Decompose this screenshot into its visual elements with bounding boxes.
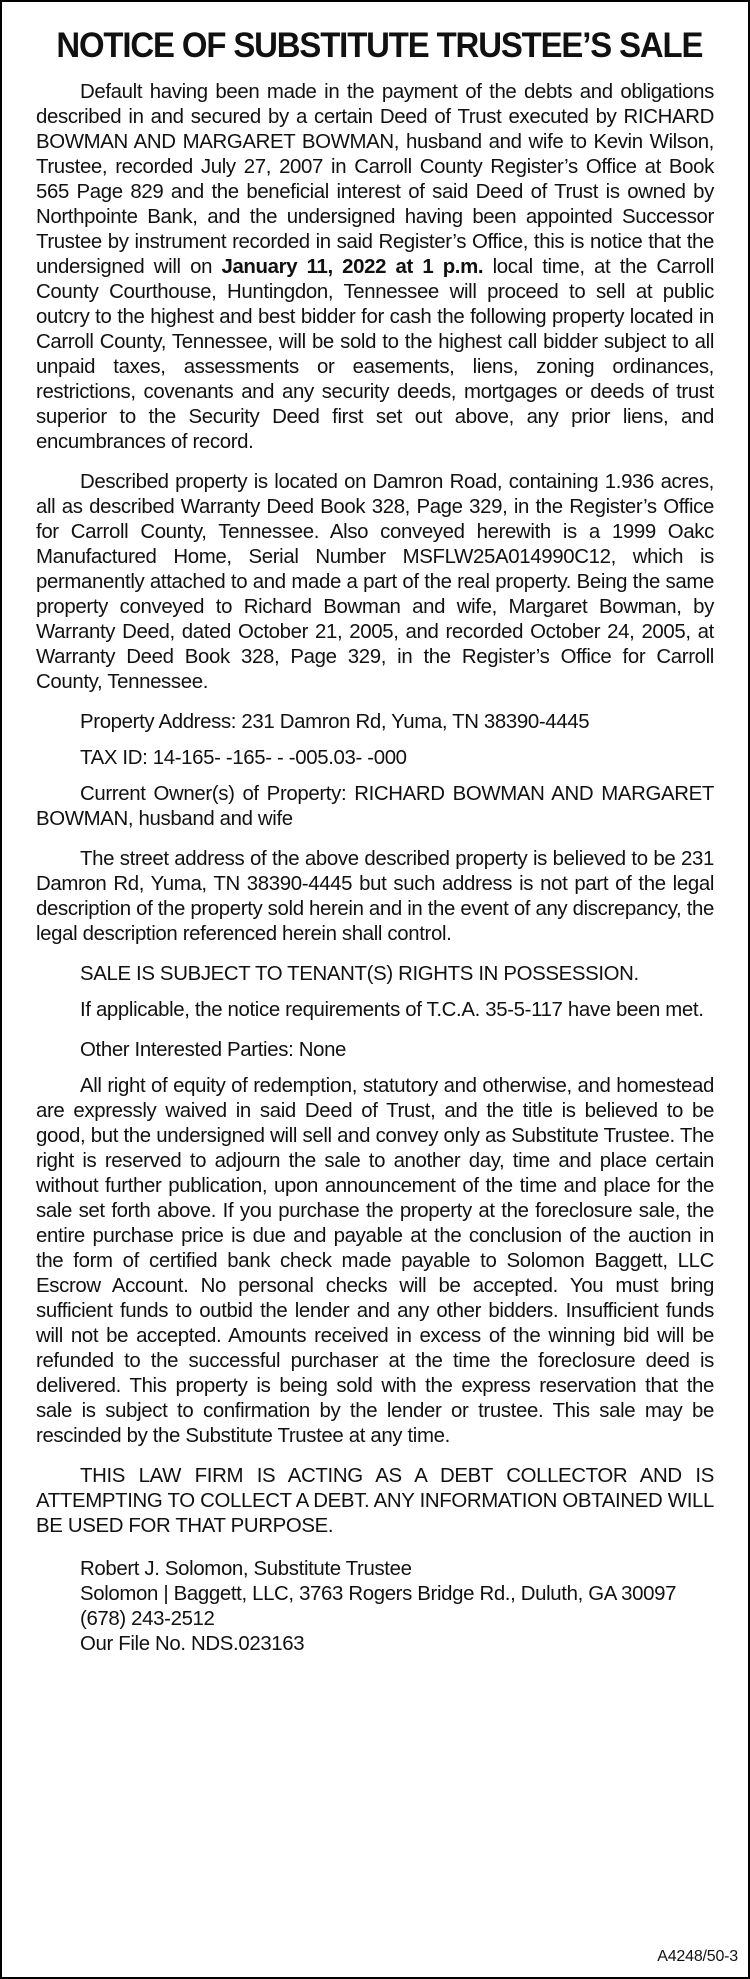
trustee-name: Robert J. Solomon, Substitute Trustee <box>80 1558 412 1580</box>
debt-collector-statement: THIS LAW FIRM IS ACTING AS A DEBT COLLECTOR AND IS ATTEMPTING TO COLLECT A DEBT. ANY INFORMATION OBTAINED WILL BE USED FOR THAT PURPOSE. <box>36 1465 714 1537</box>
current-owner: Current Owner(s) of Property: RICHARD BOWMAN AND MARGARET BOWMAN, husband and wife <box>36 783 714 830</box>
tenant-rights: SALE IS SUBJECT TO TENANT(S) RIGHTS IN POSSESSION. <box>80 963 639 985</box>
default-paragraph-text-cont: local time, at the Carroll County Courthouse, Huntingdon, Tennessee will proceed to sell at public outcry to the highest and best bidder for cash the following property located in Carroll County, Tennessee, will be sold to the highest call bidder subject to all unpaid taxes, assessments or easements, liens, zoning ordinances, restrictions, covenants and any security deeds, mortgages or deeds of trust superior to the Security Deed first set out above, any prior liens, and encumbrances of record. <box>36 256 714 453</box>
default-paragraph <box>36 80 714 455</box>
ad-code: A4248/50-3 <box>657 1948 738 1965</box>
tca-requirements: If applicable, the notice requirements of T.C.A. 35-5-117 have been met. <box>80 999 704 1021</box>
property-description: Described property is located on Damron Road, containing 1.936 acres, all as described Warranty Deed Book 328, Page 329, in the Register’s Office for Carroll County, Tennessee. Also conveyed herewith is a 1999 Oakc Manufactured Home, Serial Number MSFLW25A014990C12, which is permanently attached to and made a part of the real property. Being the same property conveyed to Richard Bowman and wife, Margaret Bowman, by Warranty Deed, dated October 21, 2005, and recorded October 24, 2005, at Warranty Deed Book 328, Page 329, in the Register’s Office for Carroll County, Tennessee. <box>36 471 714 693</box>
street-address-paragraph: The street address of the above described property is believed to be 231 Damron Rd, Yuma, TN 38390-4445 but such address is not part of the legal description of the property sold herein and in the event of any discrepancy, the legal description referenced herein shall control. <box>36 848 714 945</box>
sale-date: January 11, 2022 at 1 p.m. <box>221 256 484 278</box>
notice-title: NOTICE OF SUBSTITUTE TRUSTEE’S SALE <box>56 26 703 65</box>
other-interested-parties: Other Interested Parties: None <box>80 1039 347 1061</box>
tax-id: TAX ID: 14-165- -165- - -005.03- -000 <box>80 747 407 769</box>
signature-block <box>36 1557 714 1657</box>
default-paragraph-text: Default having been made in the payment of the debts and obligations described in and secured by a certain Deed of Trust executed by RICHARD BOWMAN AND MARGARET BOWMAN, husband and wife to Kevin Wilson, Trustee, recorded July 27, 2007 in Carroll County Register’s Office at Book 565 Page 829 and the beneficial interest of said Deed of Trust is owned by Northpointe Bank, and the undersigned having been appointed Successor Trustee by instrument recorded in said Register’s Office, this is notice that the undersigned will on <box>36 81 714 278</box>
property-address: Property Address: 231 Damron Rd, Yuma, TN 38390-4445 <box>80 711 590 733</box>
firm-phone: (678) 243-2512 <box>80 1608 215 1630</box>
firm-address: Solomon | Baggett, LLC, 3763 Rogers Bridge Rd., Duluth, GA 30097 <box>80 1583 677 1605</box>
equity-redemption-paragraph: All right of equity of redemption, statutory and otherwise, and homestead are expressly waived in said Deed of Trust, and the title is believed to be good, but the undersigned will sell and convey only as Substitute Trustee. The right is reserved to adjourn the sale to another day, time and place certain without further publication, upon announcement of the time and place for the sale set forth above. If you purchase the property at the foreclosure sale, the entire purchase price is due and payable at the conclusion of the auction in the form of certified bank check made payable to Solomon Baggett, LLC Escrow Account. No personal checks will be accepted. You must bring sufficient funds to outbid the lender and any other bidders. Insufficient funds will not be accepted. Amounts received in excess of the winning bid will be refunded to the successful purchaser at the time the foreclosure deed is delivered. This property is being sold with the express reservation that the sale is subject to confirmation by the lender or trustee. This sale may be rescinded by the Substitute Trustee at any time. <box>36 1075 714 1447</box>
file-number: Our File No. NDS.023163 <box>80 1633 305 1655</box>
